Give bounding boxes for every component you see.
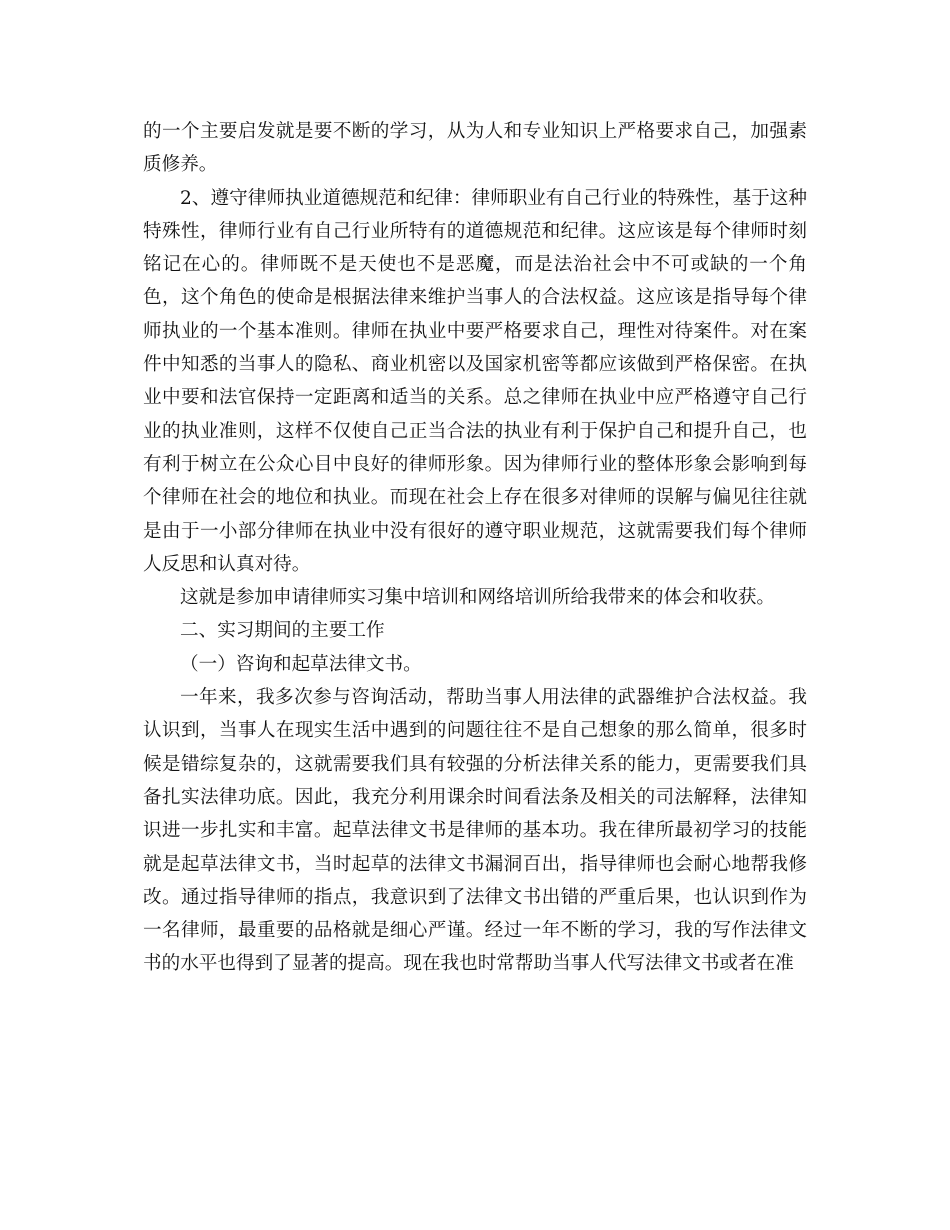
paragraph-summary: 这就是参加申请律师实习集中培训和网络培训所给我带来的体会和收获。 (180, 587, 776, 609)
document-body (143, 115, 807, 981)
subsection-heading-consulting: （一）咨询和起草法律文书。 (180, 653, 422, 675)
paragraph-consulting: 一年来，我多次参与咨询活动，帮助当事人用法律的武器维护合法权益。我认识到，当事人在现实生活中遇到的问题往往不是自己想象的那么简单，很多时候是错综复杂的，这就需要我们具有较强的分析法律关系的能力，更需要我们具备扎实法律功底。因此，我充分利用课余时间看法条及相关的司法解释，法律知识进一步扎实和丰富。起草法律文书是律师的基本功。我在律所最初学习的技能就是起草法律文书，当时起草的法律文书漏洞百出，指导律师也会耐心地帮我修改。通过指导律师的指点，我意识到了法律文书出错的严重后果，也认识到作为一名律师，最重要的品格就是细心严谨。经过一年不断的学习，我的写作法律文书的水平也得到了显著的提高。现在我也时常帮助当事人代写法律文书或者在准 (143, 687, 807, 975)
paragraph-ethics: 2、遵守律师执业道德规范和纪律：律师职业有自己行业的特殊性，基于这种特殊性，律师行业有自己行业所特有的道德规范和纪律。这应该是每个律师时刻铭记在心的。律师既不是天使也不是恶魔，而是法治社会中不可或缺的一个角色，这个角色的使命是根据法律来维护当事人的合法权益。这应该是指导每个律师执业的一个基本准则。律师在执业中要严格要求自己，理性对待案件。对在案件中知悉的当事人的隐私、商业机密以及国家机密等都应该做到严格保密。在执业中要和法官保持一定距离和适当的关系。总之律师在执业中应严格遵守自己行业的执业准则，这样不仅使自己正当合法的执业有利于保护自己和提升自己，也有利于树立在公众心目中良好的律师形象。因为律师行业的整体形象会影响到每个律师在社会的地位和执业。而现在社会上存在很多对律师的误解与偏见往往就是由于一小部分律师在执业中没有很好的遵守职业规范，这就需要我们每个律师人反思和认真对待。 (143, 187, 807, 575)
paragraph-continuation: 的一个主要启发就是要不断的学习，从为人和专业知识上严格要求自己，加强素质修养。 (143, 121, 807, 176)
section-heading-main-work: 二、实习期间的主要工作 (180, 620, 385, 642)
